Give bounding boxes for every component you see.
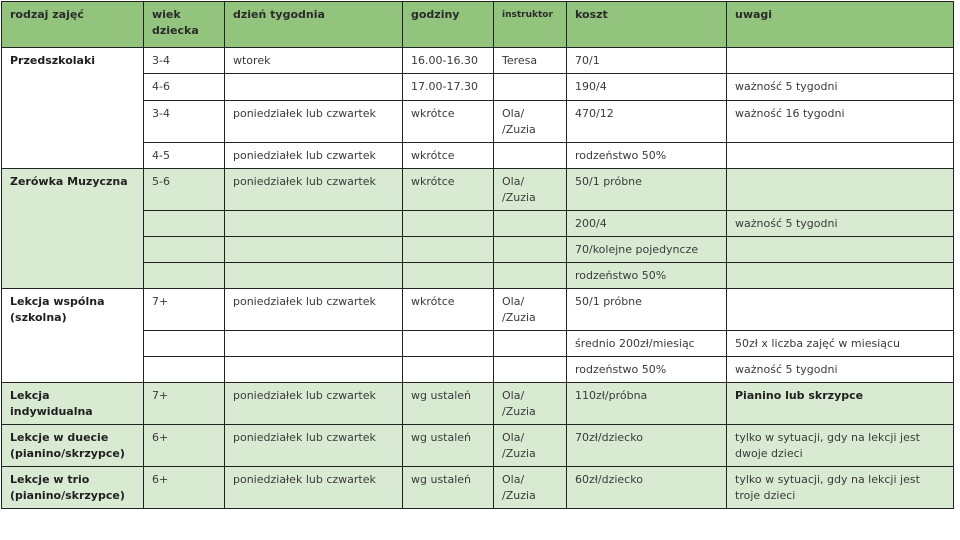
cell-cost: średnio 200zł/miesiąc [567,331,727,357]
table-row [2,383,954,425]
cell-day: wtorek [225,48,403,74]
cell-day: poniedziałek lub czwartek [225,467,403,509]
cell-instructor [494,263,567,289]
cell-cost: rodzeństwo 50% [567,143,727,169]
table-row [2,357,954,383]
cell-age: 6+ [144,467,225,509]
cell-day: poniedziałek lub czwartek [225,383,403,425]
group-type-trio: Lekcje w trio (pianino/skrzypce) [2,467,144,509]
cell-instructor [494,237,567,263]
header-instructor: instruktor [494,2,567,48]
cell-cost: 470/12 [567,101,727,143]
cell-cost: 200/4 [567,211,727,237]
cell-cost: rodzeństwo 50% [567,357,727,383]
cell-notes: Pianino lub skrzypce [727,383,954,425]
cell-age: 4-5 [144,143,225,169]
group-type-duet: Lekcje w duecie (pianino/skrzypce) [2,425,144,467]
table-row [2,425,954,467]
table-row [2,101,954,143]
header-notes: uwagi [727,2,954,48]
cell-notes [727,169,954,211]
cell-day [225,237,403,263]
cell-hours [403,357,494,383]
table-row [2,143,954,169]
cell-notes [727,263,954,289]
schedule-table [1,1,954,509]
cell-day: poniedziałek lub czwartek [225,425,403,467]
cell-hours: wg ustaleń [403,467,494,509]
cell-day [225,263,403,289]
cell-notes [727,289,954,331]
cell-cost: 190/4 [567,74,727,101]
cell-age: 7+ [144,289,225,331]
cell-day: poniedziałek lub czwartek [225,143,403,169]
cell-age [144,331,225,357]
cell-age [144,237,225,263]
header-hours: godziny [403,2,494,48]
header-cost: koszt [567,2,727,48]
cell-instructor: Ola/ /Zuzia [494,467,567,509]
cell-hours: 16.00-16.30 [403,48,494,74]
cell-instructor [494,357,567,383]
cell-hours: wg ustaleń [403,425,494,467]
cell-age: 6+ [144,425,225,467]
cell-instructor [494,143,567,169]
cell-instructor [494,74,567,101]
cell-hours [403,211,494,237]
cell-instructor: Ola/ /Zuzia [494,383,567,425]
cell-notes: tylko w sytuacji, gdy na lekcji jest troje dzieci [727,467,954,509]
cell-cost: 70/kolejne pojedyncze [567,237,727,263]
cell-hours: 17.00-17.30 [403,74,494,101]
cell-age: 7+ [144,383,225,425]
cell-cost: 60zł/dziecko [567,467,727,509]
table-row [2,169,954,211]
table-row [2,331,954,357]
table-row [2,48,954,74]
cell-day [225,74,403,101]
cell-notes [727,143,954,169]
cell-age [144,357,225,383]
table-row [2,211,954,237]
table-row [2,237,954,263]
cell-day [225,211,403,237]
cell-hours [403,331,494,357]
cell-instructor: Teresa [494,48,567,74]
cell-hours: wkrótce [403,143,494,169]
table-row [2,467,954,509]
cell-notes: ważność 5 tygodni [727,357,954,383]
cell-day: poniedziałek lub czwartek [225,289,403,331]
group-type-music-zero: Zerówka Muzyczna [2,169,144,289]
cell-day [225,357,403,383]
cell-cost: 70/1 [567,48,727,74]
table-row [2,289,954,331]
table-row [2,263,954,289]
cell-hours [403,237,494,263]
cell-day: poniedziałek lub czwartek [225,101,403,143]
table-row [2,74,954,101]
group-type-individual: Lekcja indywidualna [2,383,144,425]
header-day: dzień tygodnia [225,2,403,48]
cell-age: 5-6 [144,169,225,211]
cell-instructor: Ola/ /Zuzia [494,289,567,331]
cell-hours: wg ustaleń [403,383,494,425]
cell-notes [727,237,954,263]
cell-notes: ważność 5 tygodni [727,74,954,101]
cell-instructor: Ola/ /Zuzia [494,425,567,467]
cell-hours: wkrótce [403,101,494,143]
cell-notes [727,48,954,74]
cell-hours: wkrótce [403,289,494,331]
group-type-group-lesson: Lekcja wspólna (szkolna) [2,289,144,383]
cell-hours [403,263,494,289]
cell-cost: 70zł/dziecko [567,425,727,467]
cell-instructor [494,211,567,237]
group-type-preschool: Przedszkolaki [2,48,144,169]
header-row [2,2,954,48]
cell-cost: rodzeństwo 50% [567,263,727,289]
cell-notes: ważność 16 tygodni [727,101,954,143]
cell-cost: 50/1 próbne [567,289,727,331]
cell-notes: tylko w sytuacji, gdy na lekcji jest dwoje dzieci [727,425,954,467]
cell-day: poniedziałek lub czwartek [225,169,403,211]
cell-age: 3-4 [144,48,225,74]
header-age: wiek dziecka [144,2,225,48]
cell-age [144,263,225,289]
cell-age: 3-4 [144,101,225,143]
cell-age: 4-6 [144,74,225,101]
cell-instructor: Ola/ /Zuzia [494,101,567,143]
cell-instructor: Ola/ /Zuzia [494,169,567,211]
cell-cost: 50/1 próbne [567,169,727,211]
header-type: rodzaj zajęć [2,2,144,48]
cell-notes: 50zł x liczba zajęć w miesiącu [727,331,954,357]
cell-instructor [494,331,567,357]
cell-day [225,331,403,357]
cell-hours: wkrótce [403,169,494,211]
cell-cost: 110zł/próbna [567,383,727,425]
cell-notes: ważność 5 tygodni [727,211,954,237]
cell-age [144,211,225,237]
